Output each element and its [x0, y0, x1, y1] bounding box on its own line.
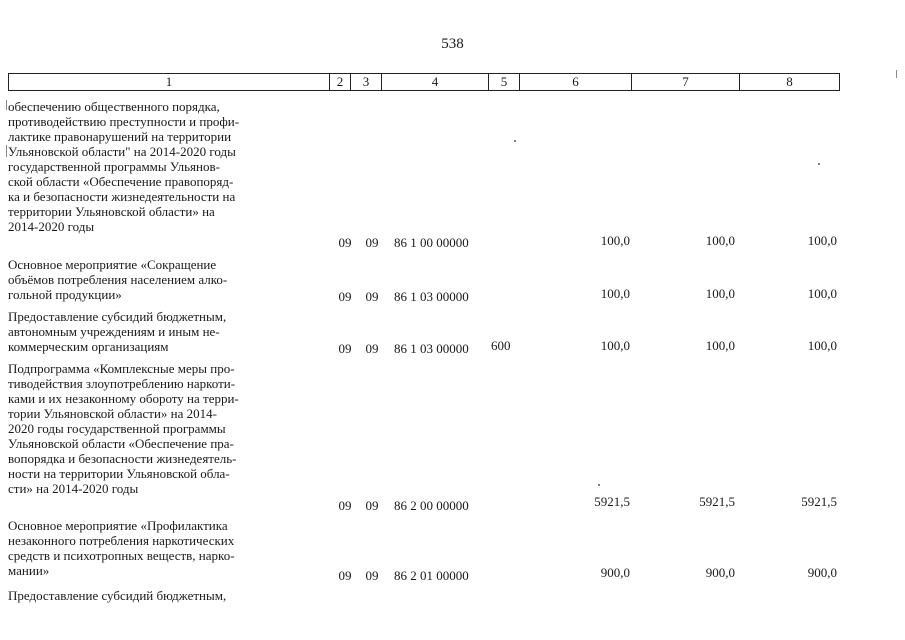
cell-amount-3: 100,0 [807, 233, 837, 248]
cell-subsection: 09 [365, 289, 379, 304]
cell-section: 09 [338, 235, 352, 250]
cell-section: 09 [338, 568, 352, 583]
cell-subsection: 09 [365, 498, 379, 513]
cell-amount-3: 5921,5 [801, 494, 837, 509]
page-number: 538 [441, 36, 464, 52]
cell-amount-2: 100,0 [705, 338, 735, 353]
header-col-5: 5 [500, 74, 508, 89]
header-col-8: 8 [786, 74, 793, 89]
cell-amount-1: 100,0 [600, 286, 630, 301]
scan-artifact [514, 140, 516, 142]
cell-expense-type: 600 [491, 338, 511, 353]
scan-artifact [6, 145, 7, 157]
scan-artifact [818, 163, 820, 165]
header-col-1: 1 [165, 74, 173, 89]
row-description: Предоставление субсидий бюджетным, [8, 588, 227, 603]
cell-target-code: 86 2 01 00000 [394, 568, 469, 583]
row-description: обеспечению общественного порядка, противодействию преступности и профи- лактике правонарушений на территории Ульяновской области" на 2014-2020 годы государственной программы Ульянов- ской области «Обеспечение правопоряд- ка и безопасности жизнедеятельности на территории Ульяновской области» на 2014-2020 годы [8, 99, 240, 234]
cell-subsection: 09 [365, 568, 379, 583]
cell-amount-2: 5921,5 [699, 494, 735, 509]
cell-amount-1: 900,0 [600, 565, 630, 580]
row-description: Основное мероприятие «Профилактика незаконного потребления наркотических средств и психотропных веществ, нарко- мании» [8, 518, 235, 578]
cell-target-code: 86 2 00 00000 [394, 498, 469, 513]
cell-section: 09 [338, 498, 352, 513]
header-col-7: 7 [682, 74, 689, 89]
cell-amount-1: 5921,5 [594, 494, 630, 509]
table-header-row [8, 73, 840, 91]
cell-amount-3: 100,0 [807, 338, 837, 353]
cell-amount-2: 100,0 [705, 233, 735, 248]
row-description: Основное мероприятие «Сокращение объёмов потребления населением алко- гольной продукции» [8, 257, 228, 302]
cell-amount-3: 100,0 [807, 286, 837, 301]
header-col-3: 3 [362, 74, 370, 89]
cell-amount-1: 100,0 [600, 233, 630, 248]
cell-amount-1: 100,0 [600, 338, 630, 353]
row-description: Подпрограмма «Комплексные меры про- тиводействия злоупотреблению наркоти- ками и их незаконному обороту на терри- тории Ульяновской области» на 2014- 2020 годы государственной программы Ульяновской области «Обеспечение пра- вопорядка и безопасности жизнедеятель- ности на территории Ульяновской обла- сти» на 2014-2020 годы [8, 361, 239, 496]
scan-artifact [896, 70, 897, 78]
row-description: Предоставление субсидий бюджетным, автономным учреждениям и иным не- коммерческим организациям [8, 309, 227, 354]
scan-artifact [6, 100, 7, 110]
cell-target-code: 86 1 03 00000 [394, 289, 469, 304]
cell-subsection: 09 [365, 341, 379, 356]
cell-amount-2: 100,0 [705, 286, 735, 301]
scan-artifact [598, 484, 600, 486]
cell-target-code: 86 1 00 00000 [394, 235, 469, 250]
header-col-4: 4 [431, 74, 439, 89]
cell-section: 09 [338, 341, 352, 356]
cell-subsection: 09 [365, 235, 379, 250]
cell-section: 09 [338, 289, 352, 304]
header-col-6: 6 [572, 74, 579, 89]
cell-amount-2: 900,0 [705, 565, 735, 580]
header-col-2: 2 [336, 74, 344, 89]
cell-amount-3: 900,0 [807, 565, 837, 580]
cell-target-code: 86 1 03 00000 [394, 341, 469, 356]
